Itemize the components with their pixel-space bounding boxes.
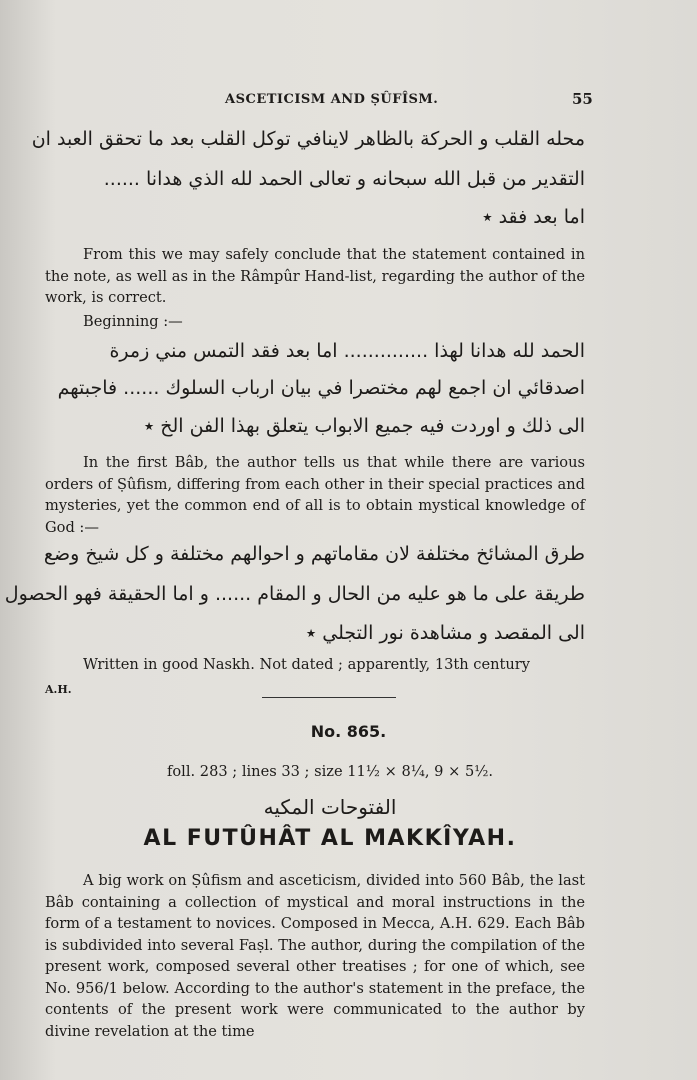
paragraph-text: A big work on Ṣûfism and asceticism, divided into 560 Bâb, the last Bâb containing a collection of mystical and moral instructions in the form of a testament to novices. Composed in Mecca, A.H. 629. Each Bâb is subdivided into several Faṣl. The author, during the compilation of the present work, composed several other treatises ; for one of which, see No. 956/1 below. According to the author's statement in the preface, the contents of the present work were communicated to the author by divine revelation at the time (45, 872, 585, 1040)
arabic-line: التقدير من قبل الله سبحانه و تعالى الحمد لله الذي هدانا ...... (103, 168, 585, 190)
arabic-line: الحمد لله هدانا لهذا .............. اما بعد فقد التمس مني زمرة (109, 340, 585, 362)
arabic-line: طريقة على ما هو عليه من الحال و المقام ...... و اما الحقيقة فهو الحصول (4, 583, 585, 605)
beginning-label: Beginning :— (83, 313, 183, 330)
arabic-line: محله القلب و الحركة بالظاهر لاينافي توكل القلب بعد ما تحقق العبد ان (31, 128, 585, 150)
paragraph-text: In the first Bâb, the author tells us that while there are various orders of Ṣûfism, differing from each other in their special practices and mysteries, yet the common end of all is to obtain mystical knowledge of God :— (45, 454, 585, 536)
arabic-line: اصدقائي ان اجمع لهم مختصرا في بيان ارباب السلوك ...... فاجبتهم (57, 377, 585, 399)
section-divider (262, 697, 396, 698)
page-number: 55 (572, 90, 593, 108)
arabic-line: الى ذلك و اوردت فيه جميع الابواب يتعلق بهذا الفن الخ ٭ (143, 415, 585, 437)
written-note: Written in good Naskh. Not dated ; apparently, 13th century (83, 656, 530, 673)
paragraph (45, 870, 585, 1042)
paragraph (45, 244, 585, 309)
written-note-tail: A.H. (45, 683, 72, 696)
arabic-line: اما بعد فقد ٭ (482, 206, 585, 228)
arabic-work-title: الفتوحات المكيه (263, 795, 397, 819)
paragraph-text: From this we may safely conclude that the statement contained in the note, as well as in the Râmpûr Hand-list, regarding the author of the work, is correct. (45, 246, 585, 306)
arabic-line: الى المقصد و مشاهدة نور التجلي ٭ (305, 622, 585, 644)
arabic-line: طرق المشائخ مختلفة لان مقاماتهم و احوالهم مختلفة و كل شيخ وضع (43, 543, 585, 565)
work-title: AL FUTÛHÂT AL MAKKÎYAH. (143, 826, 517, 851)
entry-number: No. 865. (310, 722, 387, 741)
entry-spec: foll. 283 ; lines 33 ; size 11½ × 8¼, 9 × 5½. (166, 763, 494, 780)
paragraph (45, 452, 585, 538)
running-title: ASCETICISM AND ṢÛFÎSM. (225, 92, 439, 107)
